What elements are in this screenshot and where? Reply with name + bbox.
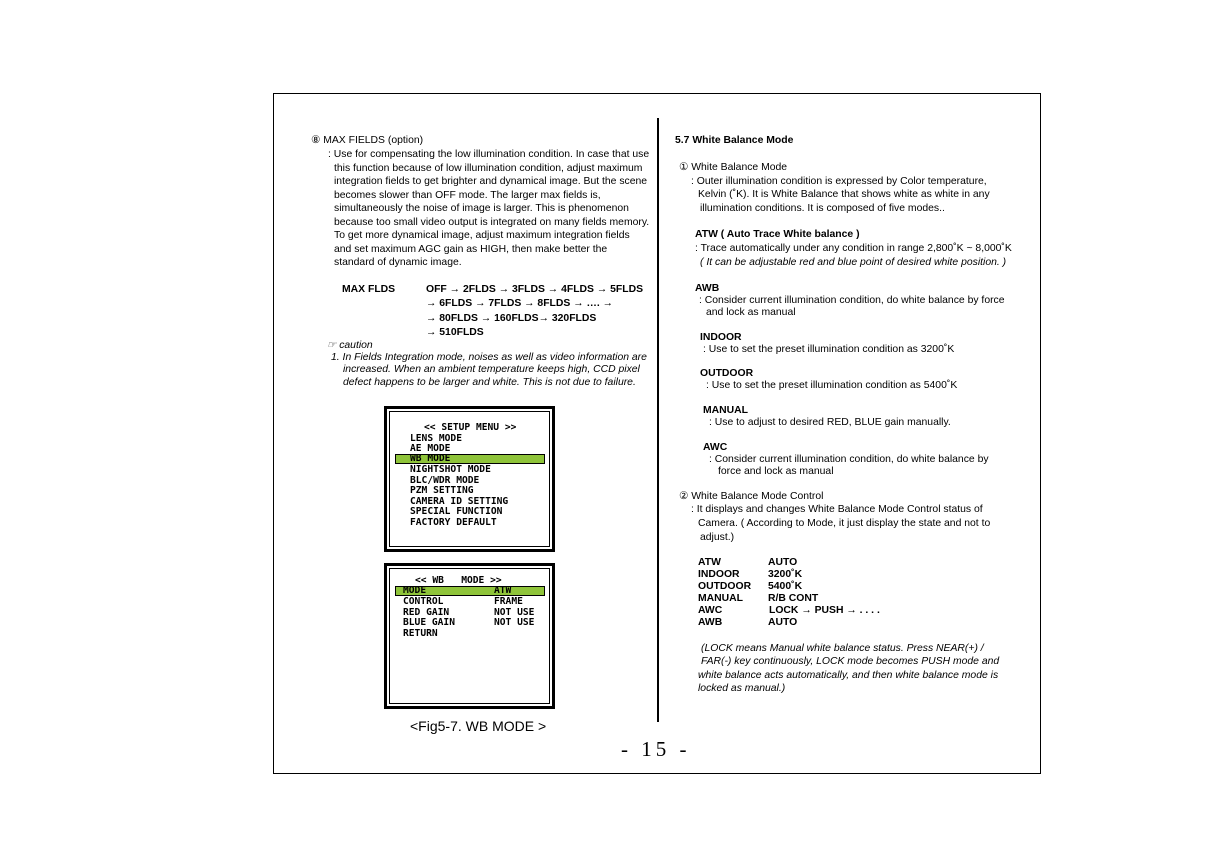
max-flds-sequence-line: → 6FLDS → 7FLDS → 8FLDS → …. →	[426, 298, 614, 309]
manual-line: : Use to adjust to desired RED, BLUE gain manually.	[709, 417, 951, 428]
control-table-value: 3200˚K	[768, 569, 803, 580]
max-flds-sequence-line: OFF → 2FLDS → 3FLDS → 4FLDS → 5FLDS	[426, 284, 644, 295]
awb-line: : Consider current illumination condition, do white balance by force	[699, 295, 1005, 306]
setup-menu-item[interactable]: LENS MODE	[410, 433, 462, 444]
wb-menu-row-label-selected[interactable]: MODE	[403, 585, 427, 596]
setup-menu-item[interactable]: FACTORY DEFAULT	[410, 517, 497, 528]
control-table-mode: ATW	[698, 557, 721, 568]
caution-line: defect happens to be larger and white. This is not due to failure.	[343, 377, 636, 388]
setup-menu-title: << SETUP MENU >>	[424, 422, 517, 433]
max-flds-sequence-line: → 510FLDS	[426, 327, 484, 338]
setup-menu-item-selected[interactable]: WB MODE	[410, 453, 451, 464]
desc-line: this function because of low illumination condition, adjust maximum	[334, 163, 643, 174]
atw-note: ( It can be adjustable red and blue point of desired white position. )	[700, 257, 1007, 268]
atw-line: : Trace automatically under any condition in range 2,800˚K ~ 8,000˚K	[695, 243, 1012, 254]
max-fields-heading: ⑧ MAX FIELDS (option)	[311, 135, 424, 146]
setup-menu-item[interactable]: PZM SETTING	[410, 485, 474, 496]
control-table-value: LOCK → PUSH → . . . .	[769, 605, 880, 616]
manual-heading: MANUAL	[703, 405, 749, 416]
control-table-mode: INDOOR	[698, 569, 740, 580]
awc-line: force and lock as manual	[718, 466, 834, 477]
caution-line: 1. In Fields Integration mode, noises as well as video information are	[331, 352, 647, 363]
outdoor-heading: OUTDOOR	[700, 368, 754, 379]
wb-menu-row-label[interactable]: RED GAIN	[403, 607, 450, 618]
column-divider	[657, 118, 659, 722]
setup-menu-item[interactable]: AE MODE	[410, 443, 451, 454]
desc-line: integration fields to get brighter and dynamical image. But the scene	[334, 176, 648, 187]
max-flds-label: MAX FLDS	[342, 284, 396, 295]
note-line: white balance acts automatically, and then white balance mode is	[698, 670, 999, 681]
desc-line: standard of dynamic image.	[334, 257, 462, 268]
wb-menu-row-value-selected[interactable]: ATW	[494, 585, 512, 596]
desc-line: and set maximum AGC gain as HIGH, then make better the	[334, 244, 608, 255]
desc-line: becomes slower than OFF mode. The larger max fields is,	[334, 190, 601, 201]
desc-line: simultaneously the noise of image is larger. This is phenomenon	[334, 203, 629, 214]
awb-heading: AWB	[695, 283, 720, 294]
note-line: (LOCK means Manual white balance status. Press NEAR(+) /	[701, 643, 984, 654]
awb-line: and lock as manual	[706, 307, 796, 318]
control-table-value: 5400˚K	[768, 581, 803, 592]
note-line: locked as manual.)	[698, 683, 786, 694]
desc-line: To get more dynamical image, adjust maximum integration fields	[334, 230, 630, 241]
item2-line: adjust.)	[700, 532, 735, 543]
page-number: - 15 -	[621, 737, 691, 761]
item2-heading: ② White Balance Mode Control	[679, 491, 824, 502]
caution-line: increased. When an ambient temperature keeps high, CCD pixel	[343, 364, 640, 375]
indoor-line: : Use to set the preset illumination condition as 3200˚K	[703, 344, 955, 355]
awc-heading: AWC	[703, 442, 728, 453]
item2-line: Camera. ( According to Mode, it just display the state and not to	[698, 518, 991, 529]
control-table-value: AUTO	[768, 617, 798, 628]
item1-heading: ① White Balance Mode	[679, 162, 788, 173]
control-table-mode: OUTDOOR	[698, 581, 752, 592]
caution-label: ☞ caution	[327, 340, 373, 351]
wb-menu-row-value[interactable]: NOT USE	[494, 617, 535, 628]
note-line: FAR(-) key continuously, LOCK mode becomes PUSH mode and	[701, 656, 1000, 667]
wb-menu-row-label[interactable]: BLUE GAIN	[403, 617, 455, 628]
desc-line: because too small video output is integrated on many fields memory.	[334, 217, 650, 228]
item1-line: illumination conditions. It is composed of five modes..	[700, 203, 945, 214]
control-table-value: AUTO	[768, 557, 798, 568]
outdoor-line: : Use to set the preset illumination condition as 5400˚K	[706, 380, 958, 391]
item2-line: : It displays and changes White Balance Mode Control status of	[691, 504, 983, 515]
item1-line: : Outer illumination condition is expressed by Color temperature,	[691, 176, 987, 187]
control-table-mode: MANUAL	[698, 593, 744, 604]
indoor-heading: INDOOR	[700, 332, 742, 343]
wb-menu-row-label[interactable]: RETURN	[403, 628, 438, 639]
item1-line: Kelvin (˚K). It is White Balance that shows white as white in any	[698, 189, 990, 200]
control-table-mode: AWC	[698, 605, 723, 616]
awc-line: : Consider current illumination condition, do white balance by	[709, 454, 989, 465]
atw-heading: ATW ( Auto Trace White balance )	[695, 229, 860, 240]
control-table-mode: AWB	[698, 617, 723, 628]
setup-menu-item[interactable]: SPECIAL FUNCTION	[410, 506, 503, 517]
setup-menu-item[interactable]: BLC/WDR MODE	[410, 475, 480, 486]
setup-menu-item[interactable]: NIGHTSHOT MODE	[410, 464, 491, 475]
max-flds-sequence-line: → 80FLDS → 160FLDS→ 320FLDS	[426, 313, 597, 324]
wb-menu-title: << WB MODE >>	[415, 575, 502, 586]
figure-caption: <Fig5-7. WB MODE >	[410, 718, 547, 734]
wb-menu-row-value[interactable]: FRAME	[494, 596, 523, 607]
wb-menu-row-label[interactable]: CONTROL	[403, 596, 444, 607]
section-title: 5.7 White Balance Mode	[675, 135, 794, 146]
wb-menu-row-value[interactable]: NOT USE	[494, 607, 535, 618]
desc-line: : Use for compensating the low illumination condition. In case that use	[328, 149, 650, 160]
setup-menu-item[interactable]: CAMERA ID SETTING	[410, 496, 509, 507]
control-table-value: R/B CONT	[768, 593, 819, 604]
